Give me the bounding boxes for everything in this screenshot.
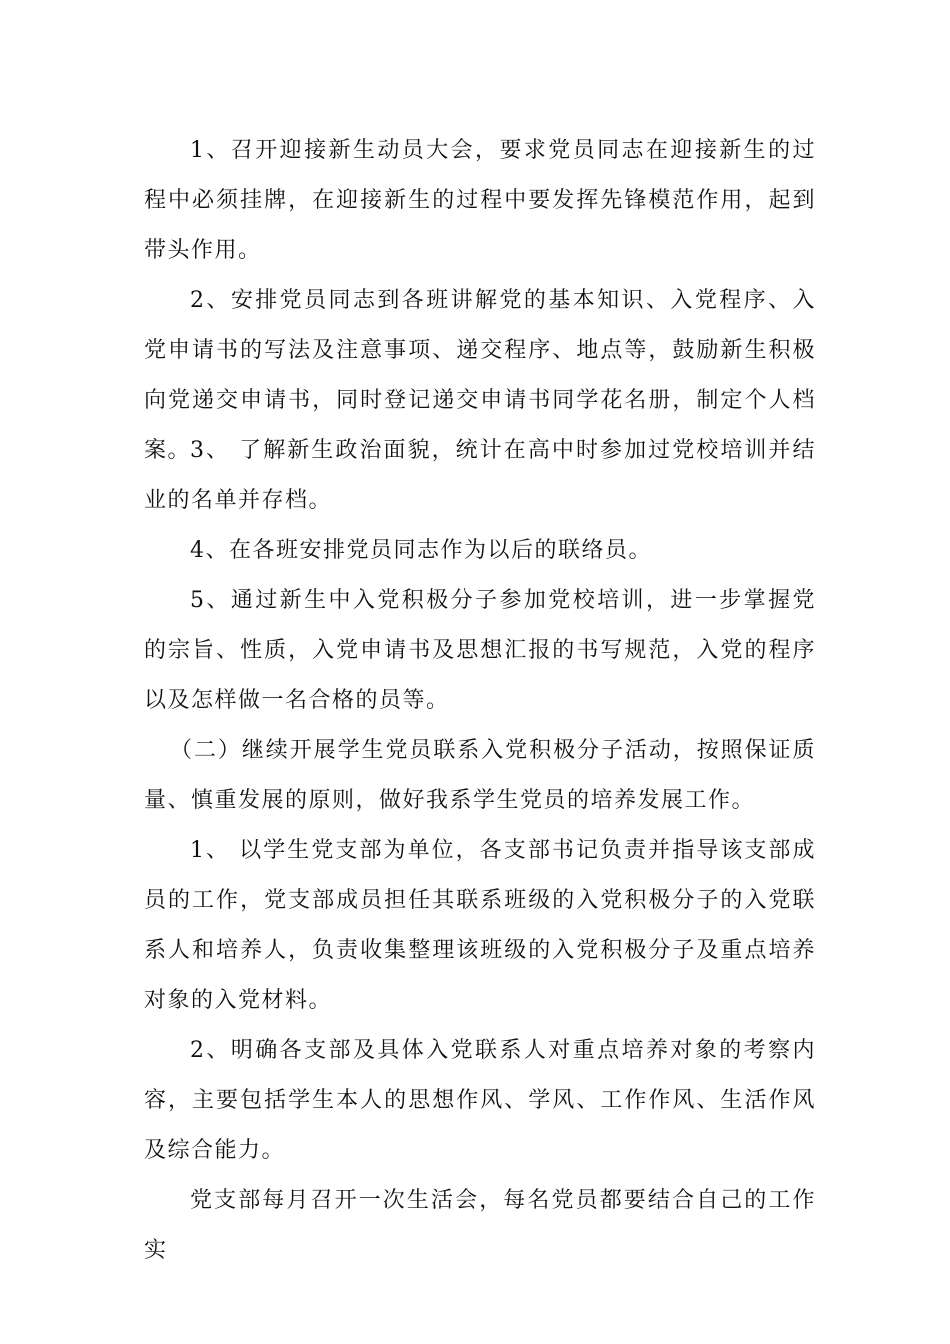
paragraph-6: 1、 以学生党支部为单位，各支部书记负责并指导该支部成员的工作，党支部成员担任其联系班级的入党积极分子的入党联系人和培养人，负责收集整理该班级的入党积极分子及重点培养对象的入党材料。 xyxy=(144,838,816,1013)
paragraph-section-2: （二）继续开展学生党员联系入党积极分子活动，按照保证质量、慎重发展的原则，做好我系学生党员的培养发展工作。 xyxy=(144,738,816,813)
paragraph-3: 3、 了解新生政治面貌，统计在高中时参加过党校培训并结业的名单并存档。 xyxy=(144,438,816,513)
paragraph-8: 党支部每月召开一次生活会，每名党员都要结合自己的工作实 xyxy=(144,1188,816,1263)
paragraph-5: 5、通过新生中入党积极分子参加党校培训，进一步掌握党的宗旨、性质，入党申请书及思想汇报的书写规范，入党的程序以及怎样做一名合格的员等。 xyxy=(144,588,816,713)
paragraph-4: 4、在各班安排党员同志作为以后的联络员。 xyxy=(190,538,652,563)
paragraph-1: 1、召开迎接新生动员大会，要求党员同志在迎接新生的过程中必须挂牌，在迎接新生的过程中要发挥先锋模范作用，起到带头作用。 xyxy=(144,138,816,263)
paragraph-7: 2、明确各支部及具体入党联系人对重点培养对象的考察内容，主要包括学生本人的思想作风、学风、工作作风、生活作风及综合能力。 xyxy=(144,1038,816,1163)
paragraph-2: 2、安排党员同志到各班讲解党的基本知识、入党程序、入党申请书的写法及注意事项、递交程序、地点等，鼓励新生积极向党递交申请书，同时登记递交申请书同学花名册，制定个人档案。 xyxy=(144,288,816,463)
